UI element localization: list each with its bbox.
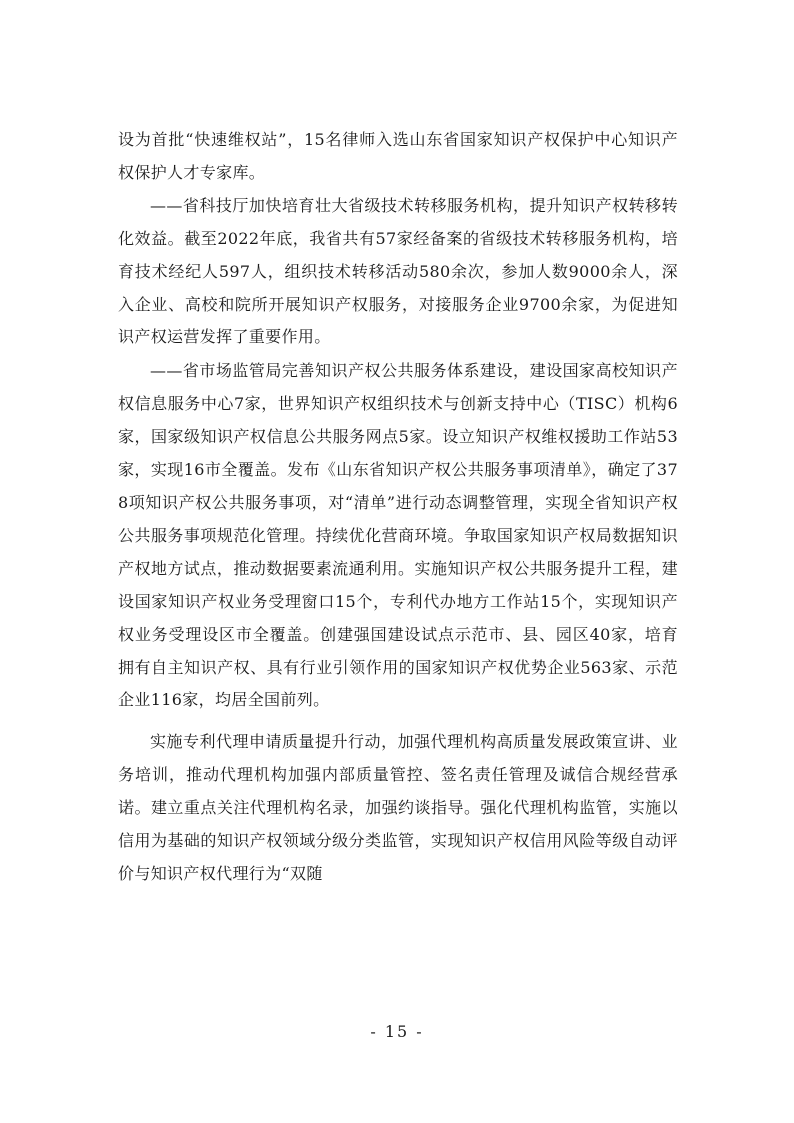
page-number: - 15 -	[370, 1022, 424, 1041]
paragraph-patent-agency: 实施专利代理申请质量提升行动，加强代理机构高质量发展政策宣讲、业务培训，推动代理机构加强内部质量管控、签名责任管理及诚信合规经营承诺。建立重点关注代理机构名录，加强约谈指导。强化代理机构监管，实施以信用为基础的知识产权领域分级分类监管，实现知识产权信用风险等级自动评价与知识产权代理行为“双随	[118, 732, 678, 883]
paragraph-science-tech-dept: ——省科技厅加快培育壮大省级技术转移服务机构，提升知识产权转移转化效益。截至2022年底，我省共有57家经备案的省级技术转移服务机构，培育技术经纪人597人，组织技术转移活动580余次，参加人数9000余人，深入企业、高校和院所开展知识产权服务，对接服务企业9700余家，为促进知识产权运营发挥了重要作用。	[118, 195, 678, 347]
paragraph-continuation: 设为首批“快速维权站”，15名律师入选山东省国家知识产权保护中心知识产权保护人才专家库。	[118, 130, 678, 182]
paragraph-market-supervision: ——省市场监管局完善知识产权公共服务体系建设，建设国家高校知识产权信息服务中心7家，世界知识产权组织技术与创新支持中心（TISC）机构6家，国家级知识产权信息公共服务网点5家。设立知识产权维权援助工作站53家，实现16市全覆盖。发布《山东省知识产权公共服务事项清单》，确定了378项知识产权公共服务事项，对“清单”进行动态调整管理，实现全省知识产权公共服务事项规范化管理。持续优化营商环境。争取国家知识产权局数据知识产权地方试点，推动数据要素流通利用。实施知识产权公共服务提升工程，建设国家知识产权业务受理窗口15个，专利代办地方工作站15个，实现知识产权业务受理设区市全覆盖。创建强国建设试点示范市、县、园区40家，培育拥有自主知识产权、具有行业引领作用的国家知识产权优势企业563家、示范企业116家，均居全国前列。	[118, 361, 678, 710]
body-text	[118, 124, 678, 891]
